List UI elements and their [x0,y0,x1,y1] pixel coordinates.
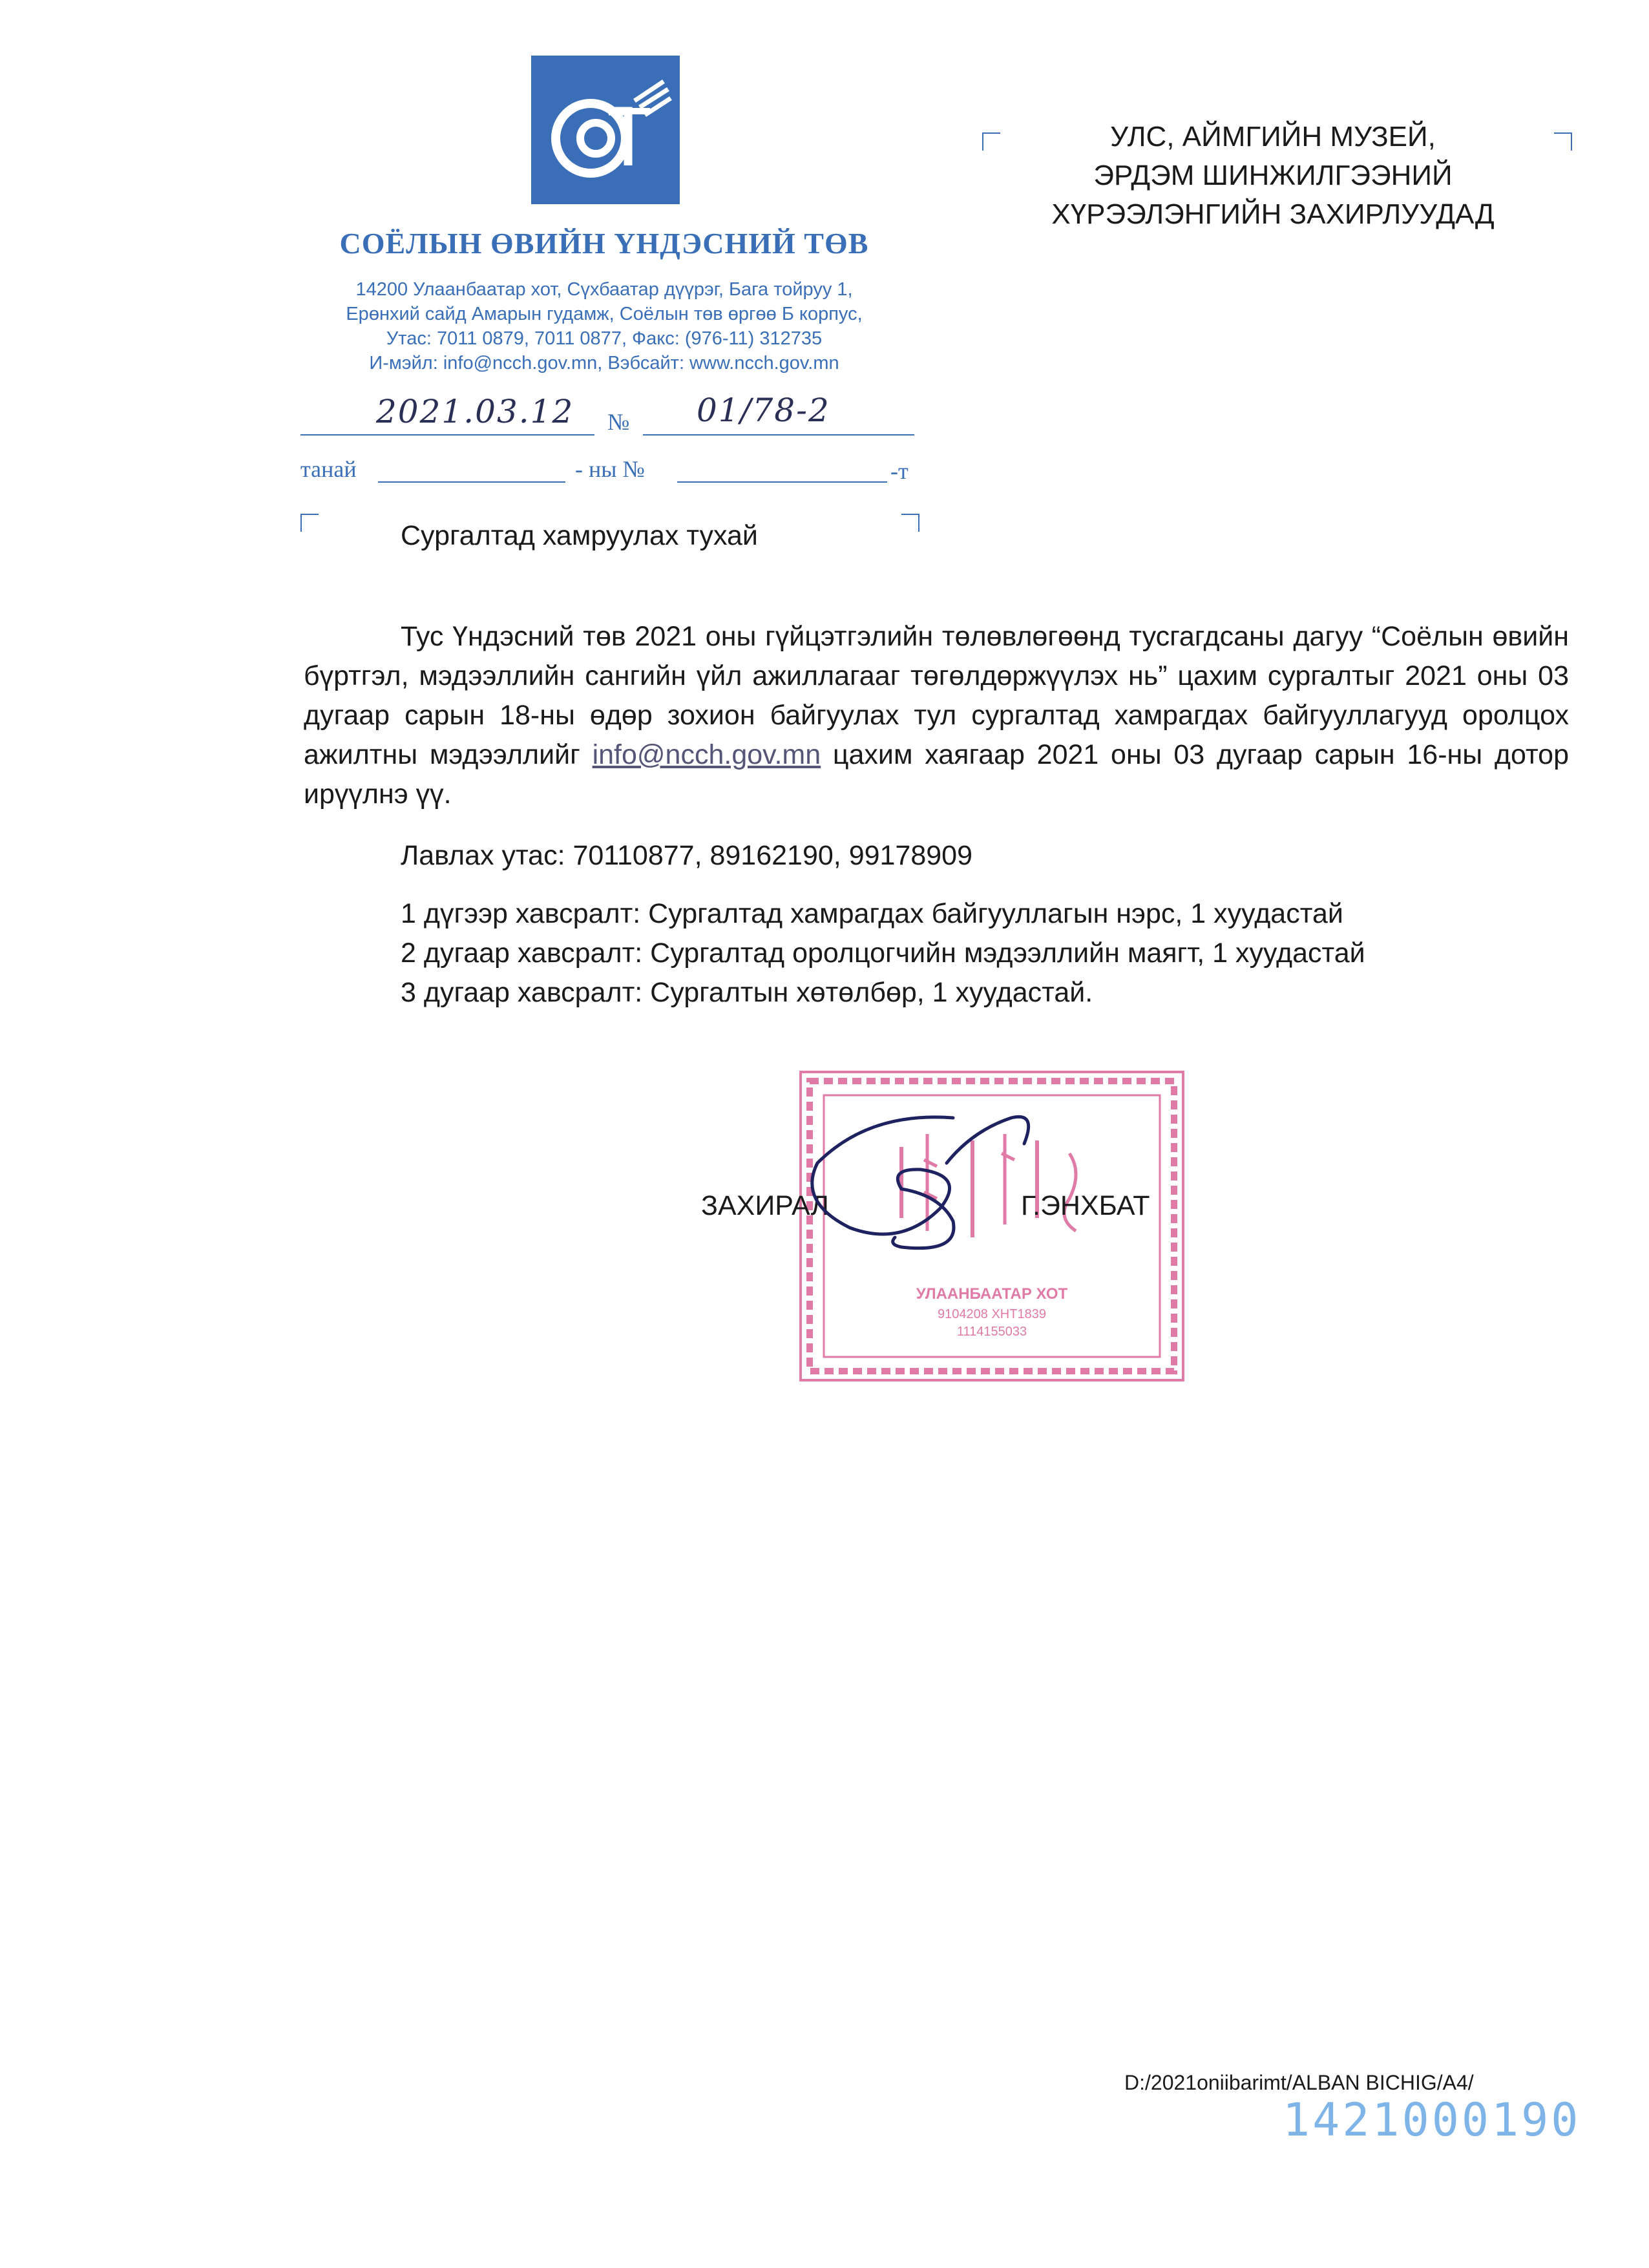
reply-date-underline [378,481,565,483]
stamp-text-line: 9104208 ХНТ1839 [938,1307,1046,1321]
subject-corner-left [300,514,319,532]
reference-phone-line: Лавлах утас: 70110877, 89162190, 99178909 [401,840,973,871]
reply-number-underline [677,481,887,483]
contact-web-line: И-мэйл: info@ncch.gov.mn, Вэбсайт: www.ncch.gov.mn [369,353,839,373]
recipient-block [1008,118,1538,234]
signatory-title: ЗАХИРАЛ [701,1190,829,1221]
body-text-part1: Тус Үндэсний төв 2021 оны гүйцэтгэлийн төлөвлөгөөнд тусгагдсаны дагуу “Соёлын өвийн бүртгэл, мэдээллийн сангийн үйл ажиллагааг төгөлдөржүүлэх нь” цахим сургалтыг 2021 оны 03 дугаар сарын 18-ны өдөр зохион байгуулах тул сургалтад хамрагдах байгууллагууд оролцох ажилтны мэдээллийг [304,621,1569,770]
recipient-line: УЛС, АЙМГИЙН МУЗЕЙ, [1110,121,1436,152]
body-paragraph [304,617,1569,814]
handwritten-signature [792,1092,1050,1286]
organization-logo [531,56,680,204]
recipient-line: ЭРДЭМ ШИНЖИЛГЭЭНИЙ [1093,160,1453,191]
recipient-corner-right [1554,132,1572,151]
attachment-item: 2 дугаар хавсралт: Сургалтад оролцогчийн мэдээллийн маягт, 1 хуудастай [401,938,1365,969]
address-line: Ерөнхий сайд Амарын гудамж, Соёлын төв өргөө Б корпус, [346,304,863,324]
reply-prefix: танай [300,456,357,482]
body-text-part2: цахим хаягаар 2021 оны 03 дугаар сарын 16-ны дотор ирүүлнэ үү. [304,739,1570,810]
file-path: D:/2021oniibarimt/ALBAN BICHIG/A4/ [1124,2071,1474,2094]
subject-corner-right [901,514,919,532]
email-link[interactable]: info@ncch.gov.mn [592,739,821,770]
recipient-corner-left [982,132,1000,151]
number-sign: № [607,409,630,435]
address-line: 14200 Улаанбаатар хот, Сүхбаатар дүүрэг, Бага тойруу 1, [355,279,853,300]
attachment-item: 1 дүгээр хавсралт: Сургалтад хамрагдах байгууллагын нэрс, 1 хуудастай [401,898,1343,929]
stamp-text-line: УЛААНБААТАР ХОТ [916,1285,1068,1303]
registration-number-stamp: 1421000190 [1283,2094,1581,2147]
letter-subject: Сургалтад хамруулах тухай [401,520,758,551]
handwritten-date: 2021.03.12 [376,393,574,430]
logo-emblem-icon [531,56,680,204]
handwritten-doc-number: 01/78-2 [697,392,830,429]
reply-suffix: -т [890,458,909,484]
organization-name: СОЁЛЫН ӨВИЙН ҮНДЭСНИЙ ТӨВ [339,227,869,260]
signatory-name: Г.ЭНХБАТ [1021,1190,1150,1221]
reply-middle: - ны № [575,456,645,482]
stamp-text-line: 1114155033 [956,1325,1027,1339]
contact-phone-line: Утас: 7011 0879, 7011 0877, Факс: (976-11) 312735 [386,328,823,349]
recipient-line: ХҮРЭЭЛЭНГИЙН ЗАХИРЛУУДАД [1051,198,1495,230]
number-underline [643,434,914,436]
attachment-item: 3 дугаар хавсралт: Сургалтын хөтөлбөр, 1 хуудастай. [401,977,1093,1008]
date-underline [300,434,594,436]
